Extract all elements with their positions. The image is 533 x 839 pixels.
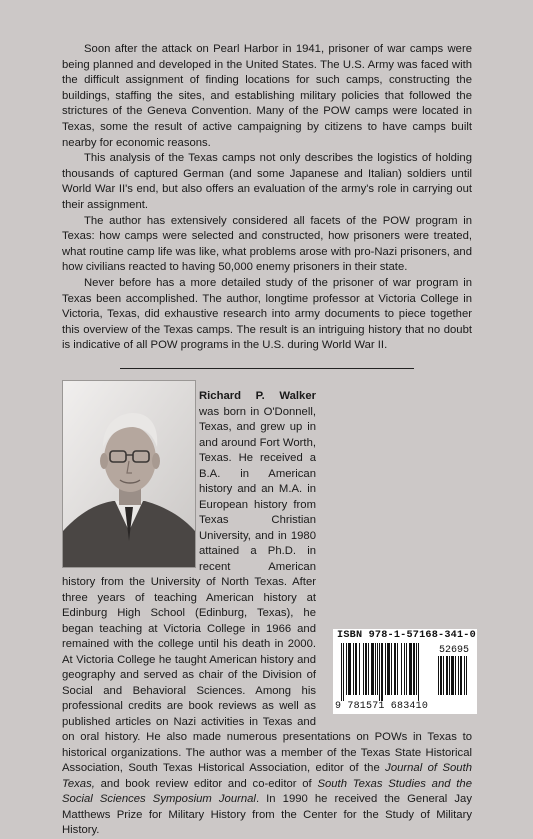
journal-title: Journal of South Texas, xyxy=(62,762,472,790)
barcode-bar xyxy=(446,656,448,695)
barcode-bar xyxy=(449,656,450,695)
blurb-paragraph: Soon after the attack on Pearl Harbor in 1941, prisoner of war camps were being planned and developed in the United States. The U.S. Army was faced with the difficult assignment of finding locations for such camps, constructing the buildings, staffing the sites, and establishing military policies that followed the strictures of the Geneva Convention. Many of the POW camps were located in Texas, some the result of active campaigning by citizens to have camps built nearby for economic reasons. xyxy=(62,43,472,149)
barcode-bar xyxy=(416,643,417,695)
barcode-bar xyxy=(406,643,407,695)
barcode-bar xyxy=(409,643,412,695)
symposium-title: South Texas Studies and the Social Sciences Symposium Journal xyxy=(62,777,472,805)
barcode-bar xyxy=(355,643,357,695)
bio-text: was born in O'Donnell, Texas, and grew up in and around Fort Worth, Texas. He received a B.A. in American history and an M.A. in European history from Texas Christian University, and in 1980 attained a Ph.D. in recent American history from the University of North Texas. After three years of teaching American history at Edinburg High School (Edinburg, Texas), he began teaching at Victoria College in 1966 and remained with the college until his death in 2000. At Victoria College he taught American history and geography and served as chair of the Division of Social and Behavioral Sciences. Among his professional credits are book reviews as well as published articles on Nazi activities in Texas and on oral history. He also made numerous presentations on POWs in Texas to historical organizations. The author was a member of the Texas State Historical Association, South Texas Historical Association, editor of the xyxy=(62,405,472,774)
blurb-paragraph: Never before has a more detailed study of the prisoner of war program in Texas been accomplished. The author, longtime professor at Victoria College in Victoria, Texas, did exhaustive research into army documents to piece together this overview of the Texas camps. The result is an intriguing history that no doubt is indicative of all POW programs in the U.S. during World War II. xyxy=(62,276,472,352)
barcode-bar xyxy=(455,656,456,695)
price-code: 52695 xyxy=(439,645,470,656)
barcode-bar xyxy=(359,643,360,695)
barcode-bar xyxy=(387,643,390,695)
barcode-bar xyxy=(418,643,419,701)
barcode-bar xyxy=(341,643,342,701)
barcode-bar xyxy=(451,656,454,695)
barcode-bar xyxy=(401,643,402,695)
barcode-bar xyxy=(443,656,444,695)
ean-digits: 9 781571 683410 xyxy=(335,701,429,712)
barcode-bar xyxy=(353,643,354,695)
barcode-bar xyxy=(377,643,378,695)
barcode-bar xyxy=(404,643,405,695)
barcode-bar xyxy=(440,656,442,695)
barcode-bar xyxy=(385,643,386,695)
barcode-bar xyxy=(394,643,396,695)
barcode-bar xyxy=(438,656,439,695)
blurb-paragraph: This analysis of the Texas camps not only describes the logistics of holding thousands of captured German (and some Japanese and Italian) soldiers until World War II's end, but also offers an evaluation of the army's role in carrying out their assignment. xyxy=(62,152,472,211)
barcode-bar xyxy=(348,643,351,695)
barcode-bar xyxy=(458,656,459,695)
blurb-paragraph: The author has extensively considered all facets of the POW program in Texas: how camps were selected and constructed, how prisoners were treated, what routine camp life was like, what problems arose with pro-Nazi prisoners, and how civilians reacted to having 50,000 enemy prisoners in their state. xyxy=(62,214,472,274)
barcode-bar xyxy=(381,643,383,701)
barcode-bar xyxy=(375,643,376,695)
barcode-bar xyxy=(368,643,369,695)
bio-text: and book review editor and co-editor of xyxy=(94,777,318,790)
barcode-bar xyxy=(397,643,398,695)
back-cover-blurb xyxy=(62,42,472,354)
isbn-barcode xyxy=(333,629,477,714)
barcode-bar xyxy=(379,643,380,701)
barcode-bar xyxy=(371,643,374,695)
barcode-bar xyxy=(466,656,467,695)
barcode-bar xyxy=(343,643,344,701)
barcode-bar xyxy=(346,643,347,695)
bio-text: . In 1990 he received the General Jay Matthews Prize for Military History from the Center for the Study of Military History. xyxy=(62,793,472,836)
barcode-bar xyxy=(464,656,465,695)
barcode-bar xyxy=(365,643,367,695)
barcode-bar xyxy=(363,643,364,695)
barcode-bar xyxy=(391,643,392,695)
addon-barcode-bars xyxy=(438,656,472,701)
author-bio xyxy=(62,389,476,839)
barcode-bar xyxy=(460,656,462,695)
isbn-label: ISBN 978-1-57168-341-0 xyxy=(337,630,476,641)
barcode-bar xyxy=(413,643,415,695)
author-name: Richard P. Walker xyxy=(199,390,316,402)
section-divider xyxy=(120,368,414,369)
ean-barcode-bars xyxy=(341,643,437,701)
